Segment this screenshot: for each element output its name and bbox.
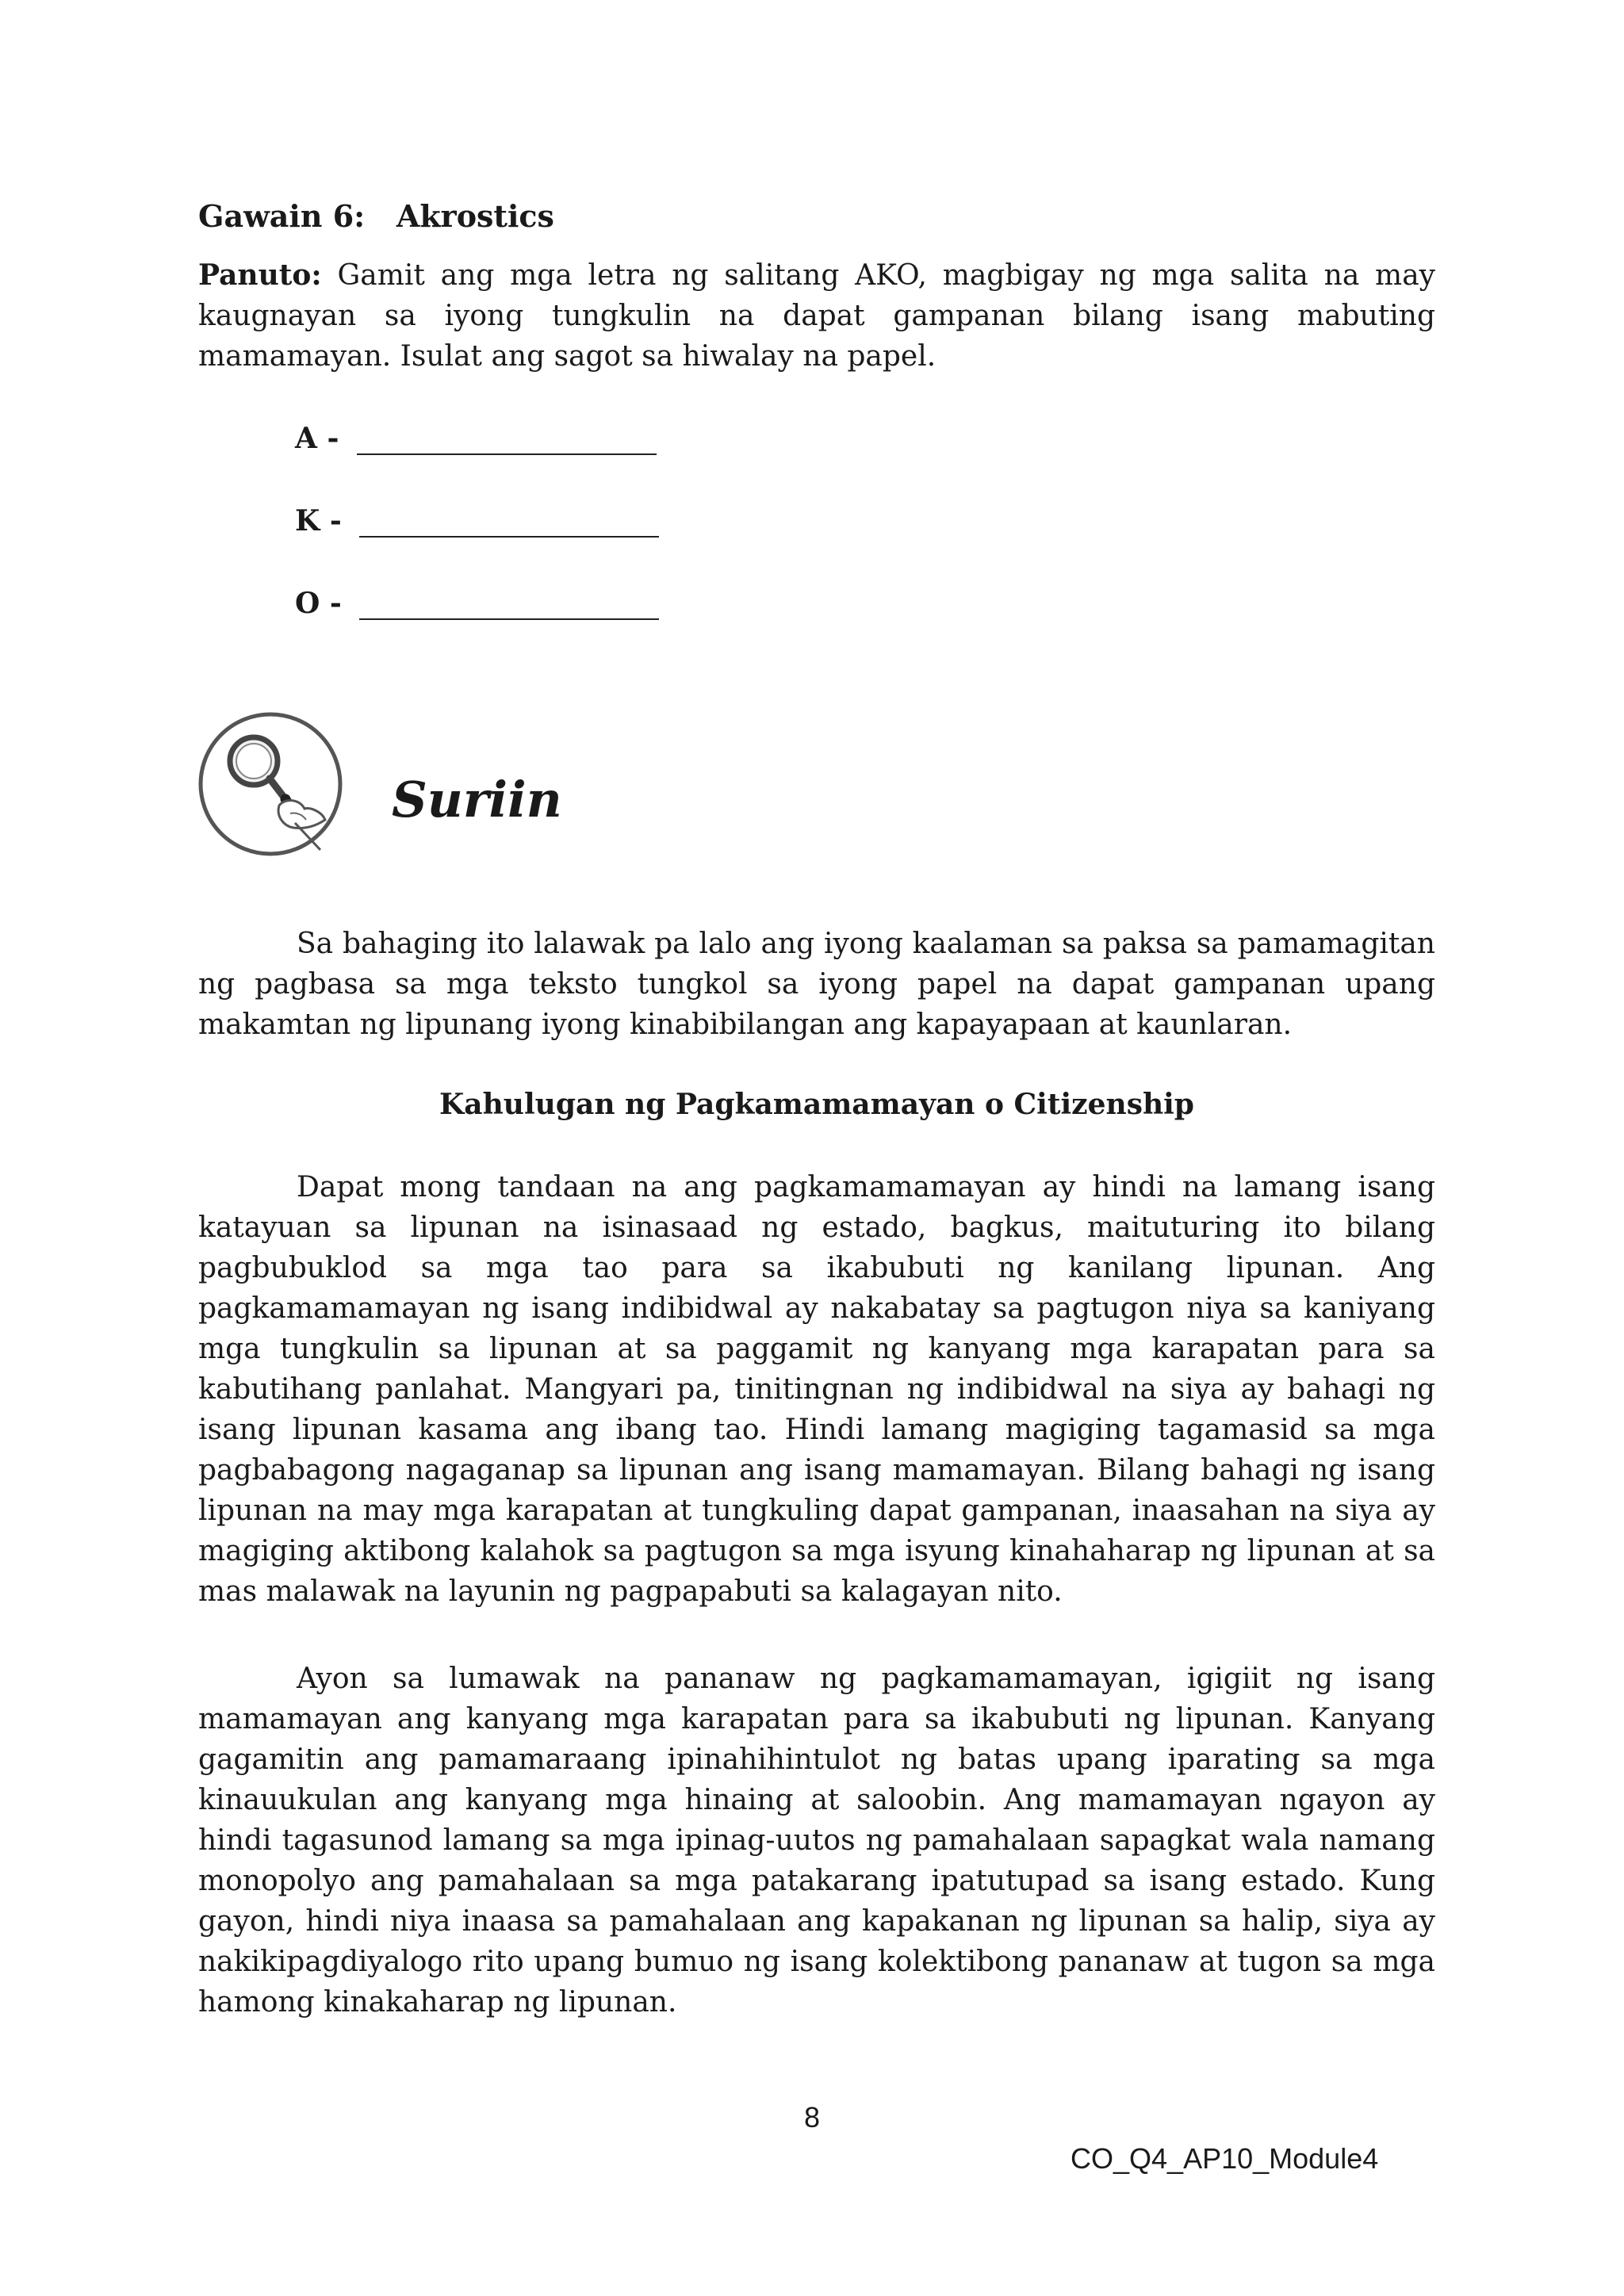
acrostic-line-k	[295, 504, 659, 538]
instructions-label: Panuto:	[198, 258, 322, 292]
acrostic-line-o	[295, 587, 659, 620]
article-paragraph-1: Dapat mong tandaan na ang pagkamamamayan ay hindi na lamang isang katayuan sa lipunan na isinasaad ng estado, bagkus, maituturing ito bilang pagbubuklod sa mga tao para sa ikabubuti ng kanilang lipunan. Ang pagkamamamayan ng isang indibidwal ay nakabatay sa pagtugon niya sa kaniyang mga tungkulin sa lipunan at sa paggamit ng kanyang mga karapatan para sa kabutihang panlahat. Mangyari pa, tinitingnan ng indibidwal na siya ay bahagi ng isang lipunan kasama ang ibang tao. Hindi lamang magiging tagamasid sa mga pagbabagong nagaganap sa lipunan ang isang mamamayan. Bilang bahagi ng isang lipunan na may mga karapatan at tungkuling dapat gampanan, inaasahan na siya ay magiging aktibong kalahok sa pagtugon sa mga isyung kinahaharap ng lipunan at sa mas malawak na layunin ng pagpapabuti sa kalagayan nito.	[198, 1171, 1435, 1608]
answer-blank[interactable]	[359, 591, 659, 620]
instructions-text: Gamit ang mga letra ng salitang AKO, magbigay ng mga salita na may kaugnayan sa iyong tungkulin na dapat gampanan bilang isang mabuting mamamayan. Isulat ang sagot sa hiwalay na papel.	[198, 259, 1435, 373]
section-title: Suriin	[392, 771, 562, 828]
acrostic-line-a	[295, 422, 657, 455]
article-heading: Kahulugan ng Pagkamamamayan o Citizenship	[439, 1088, 1194, 1121]
answer-blank[interactable]	[357, 427, 657, 455]
answer-blank[interactable]	[359, 509, 659, 538]
instructions	[198, 255, 1435, 377]
acrostic-letter: A -	[295, 422, 349, 455]
acrostic-letter: O -	[295, 587, 352, 620]
section-intro: Sa bahaging ito lalawak pa lalo ang iyong kaalaman sa paksa sa pamamagitan ng pagbasa sa mga teksto tungkol sa iyong papel na dapat gampanan upang makamtan ng lipunang iyong kinabibilangan ang kapayapaan at kaunlaran.	[198, 928, 1435, 1041]
activity-title: Gawain 6: Akrostics	[198, 198, 554, 234]
page-number: 8	[803, 2101, 821, 2133]
article-paragraph-2: Ayon sa lumawak na pananaw ng pagkamamamayan, igigiit ng isang mamamayan ang kanyang mga karapatan para sa ikabubuti ng lipunan. Kanyang gagamitin ang pamamaraang ipinahihintulot ng batas upang iparating sa mga kinauukulan ang kanyang mga hinaing at saloobin. Ang mamamayan ngayon ay hindi tagasunod lamang sa mga ipinag-uutos ng pamahalaan sapagkat wala namang monopolyo ang pamahalaan sa mga patakarang ipatutupad sa isang estado. Kung gayon, hindi niya inaasa sa pamahalaan ang kapakanan ng lipunan sa halip, siya ay nakikipagdiyalogo rito upang bumuo ng isang kolektibong pananaw at tugon sa mga hamong kinakaharap ng lipunan.	[198, 1663, 1435, 2019]
module-code: CO_Q4_AP10_Module4	[1071, 2142, 1379, 2175]
acrostic-letter: K -	[295, 504, 352, 538]
magnifying-glass-icon	[197, 710, 344, 858]
